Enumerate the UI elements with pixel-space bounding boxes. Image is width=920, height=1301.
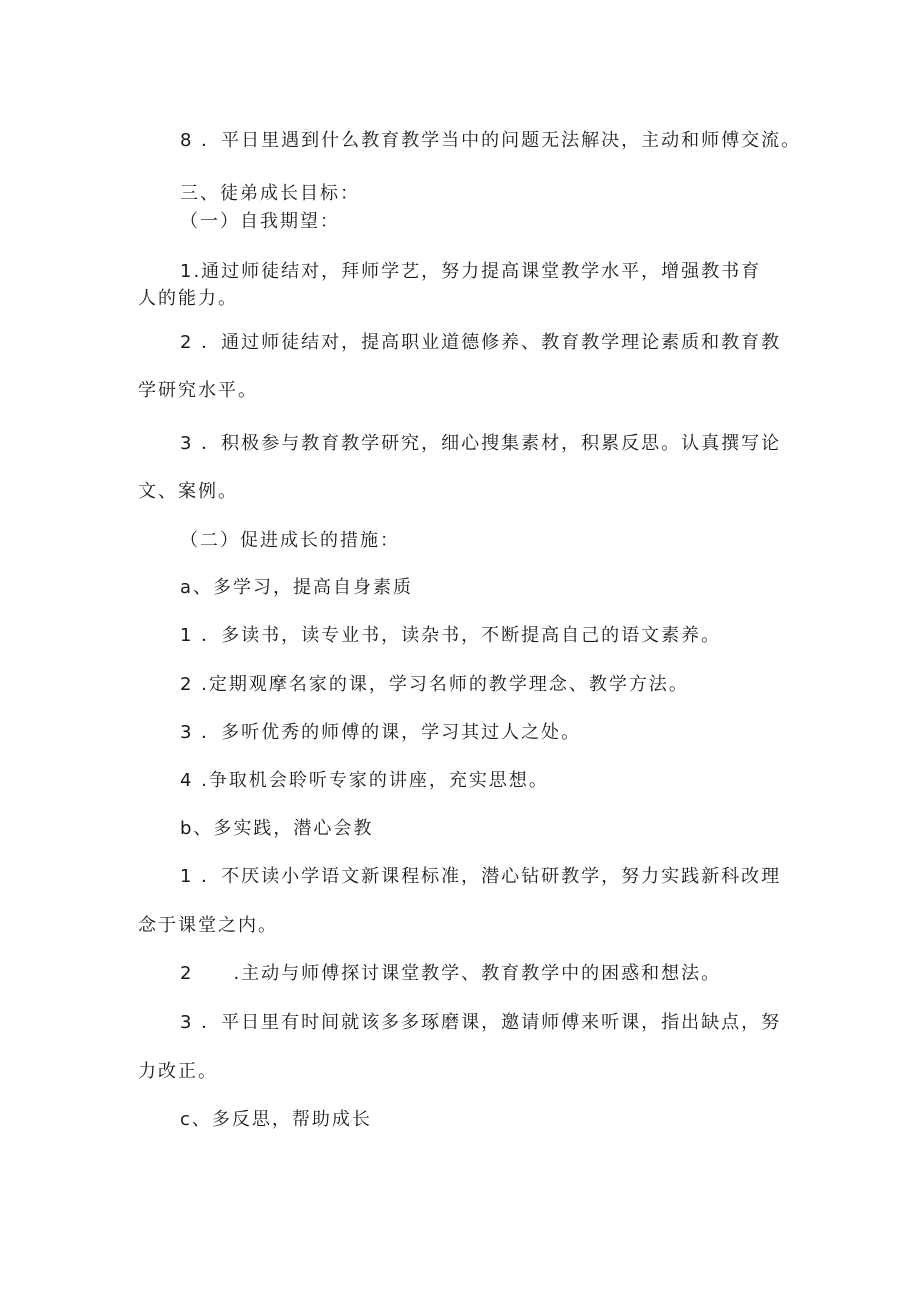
a-item-1: 1 ．多读书，读专业书，读杂书，不断提高自己的语文素养。 [180,625,722,646]
a-item-3: 3 ．多听优秀的师傅的课，学习其过人之处。 [180,722,582,743]
subsection-1-title: （一）自我期望： [180,211,340,232]
goal-2-line-1: 2 ．通过师徒结对，提高职业道德修养、教育教学理论素质和教育教 [180,332,782,353]
measure-c-title: c、多反思，帮助成长 [180,1109,372,1130]
subsection-2-title: （二）促进成长的措施： [180,530,400,551]
measure-a-title: a、多学习，提高自身素质 [180,577,414,598]
section-3-title: 三、徒弟成长目标： [180,183,360,204]
goal-3-line-1: 3 ．积极参与教育教学研究，细心搜集素材，积累反思。认真撰写论 [180,433,782,454]
item-8: 8 ．平日里遇到什么教育教学当中的问题无法解决，主动和师傅交流。 [180,130,802,151]
goal-3-line-2: 文、案例。 [138,481,238,502]
a-item-2: 2 .定期观摩名家的课，学习名师的教学理念、教学方法。 [180,674,689,695]
b-item-2: 2 .主动与师傅探讨课堂教学、教育教学中的困惑和想法。 [180,963,722,984]
b-item-3-line-1: 3 ．平日里有时间就该多多琢磨课，邀请师傅来听课，指出缺点，努 [180,1012,782,1033]
b-item-1-line-2: 念于课堂之内。 [138,915,278,936]
goal-2-line-2: 学研究水平。 [138,380,258,401]
goal-1-line-1: 1.通过师徒结对，拜师学艺，努力提高课堂教学水平，增强教书育 [180,261,762,282]
goal-1-line-2: 人的能力。 [138,288,238,309]
measure-b-title: b、多实践，潜心会教 [180,818,374,839]
b-item-1-line-1: 1 ．不厌读小学语文新课程标准，潜心钻研教学，努力实践新科改理 [180,866,782,887]
a-item-4: 4 .争取机会聆听专家的讲座，充实思想。 [180,770,549,791]
b-item-3-line-2: 力改正。 [138,1061,218,1082]
